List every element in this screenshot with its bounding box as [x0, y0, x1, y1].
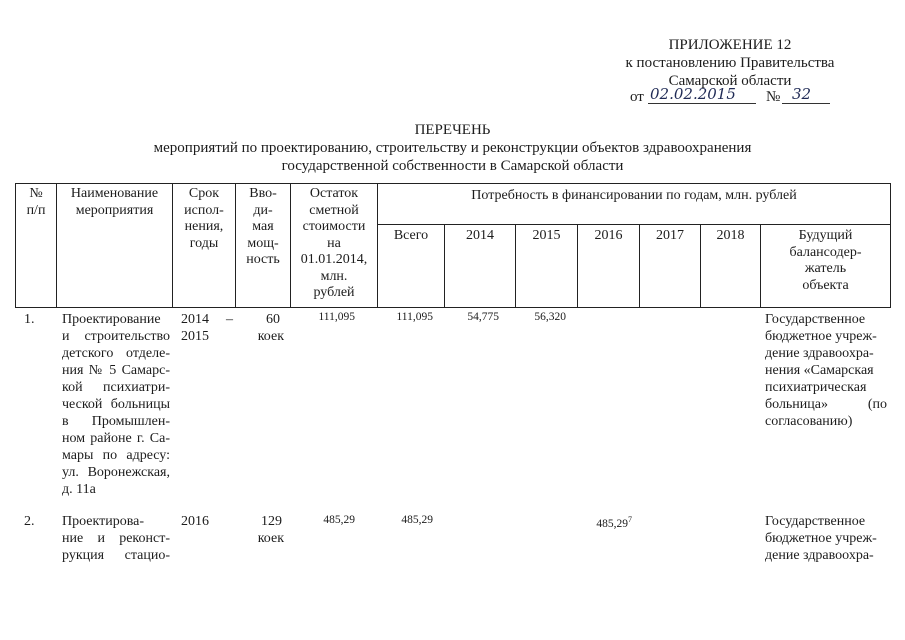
- appendix-line1: к постановлению Правительства: [625, 55, 835, 71]
- row1-remaining: 111,095: [318, 311, 355, 323]
- date-value: 02.02.2015: [650, 85, 736, 103]
- appendix-title: ПРИЛОЖЕНИЕ 12: [668, 37, 792, 53]
- col-header-holder: Будущий балансодер- жатель объекта: [789, 228, 862, 293]
- appendix-line2: Самарской области: [668, 73, 792, 89]
- financing-separator: [377, 224, 891, 225]
- title-line2: государственной собственности в Самарской области: [281, 158, 624, 174]
- row2-holder: Государственное бюджетное учреж- дение здравоохра-: [765, 514, 877, 563]
- row2-num: 2.: [24, 514, 35, 529]
- col-header-term: Срок испол- нения, годы: [184, 186, 224, 251]
- col-header-capacity: Вво- ди- мая мощ- ность: [246, 186, 280, 267]
- row1-2014: 54,775: [467, 311, 499, 323]
- row1-total: 111,095: [396, 311, 433, 323]
- row1-num: 1.: [24, 312, 35, 327]
- row2-remaining: 485,29: [323, 514, 355, 526]
- row2-total: 485,29: [401, 514, 433, 526]
- col-header-name: Наименование мероприятия: [70, 186, 159, 218]
- col-header-2017: 2017: [656, 228, 684, 243]
- col-header-2015: 2015: [532, 228, 561, 243]
- row2-term: 2016: [181, 514, 209, 529]
- row1-name: Проектирование и строительство детского отделе- ния № 5 Самарс- кой психиатри- ческой больницы в Промышлен- ном районе г. Са- мары по адресу: ул. Воронежская, д. 11а: [62, 312, 170, 497]
- col-header-remaining: Остаток сметной стоимости на 01.01.2014, млн. рублей: [300, 186, 368, 300]
- row1-holder: Государственное бюджетное учреж- дение здравоохра- нения «Самарская психиатрическая больница» (по согласованию): [765, 312, 887, 429]
- row2-name: Проектирова- ние и реконст- рукция стацио-: [62, 514, 170, 563]
- row2-capacity: 129 коек: [257, 514, 284, 546]
- number-prefix: №: [766, 89, 781, 105]
- col-header-2014: 2014: [466, 228, 494, 243]
- col-header-total: Всего: [393, 228, 429, 243]
- col-header-num: № п/п: [26, 186, 46, 218]
- col-header-financing: Потребность в финансировании по годам, млн. рублей: [471, 188, 797, 203]
- row1-2015: 56,320: [534, 311, 566, 323]
- col-line-12: [890, 183, 891, 308]
- row1-term: 2014 – 2015: [181, 312, 233, 344]
- row2-2016: 485,29$^7$: [596, 515, 632, 530]
- appendix-header: [620, 36, 840, 90]
- title-heading: ПЕРЕЧЕНЬ: [414, 122, 491, 138]
- date-line: [630, 85, 840, 108]
- col-header-2016: 2016: [594, 228, 623, 243]
- date-underline: [648, 103, 756, 104]
- number-underline: [782, 103, 830, 104]
- col-header-2018: 2018: [716, 228, 745, 243]
- number-value: 32: [792, 85, 812, 103]
- document-title: [0, 121, 905, 175]
- table-top-border: [15, 183, 891, 184]
- date-prefix: от: [630, 89, 644, 105]
- title-line1: мероприятий по проектированию, строительству и реконструкции объектов здравоохранения: [153, 140, 752, 156]
- row1-capacity: 60 коек: [257, 312, 284, 344]
- footnote-marker: 7: [628, 515, 632, 524]
